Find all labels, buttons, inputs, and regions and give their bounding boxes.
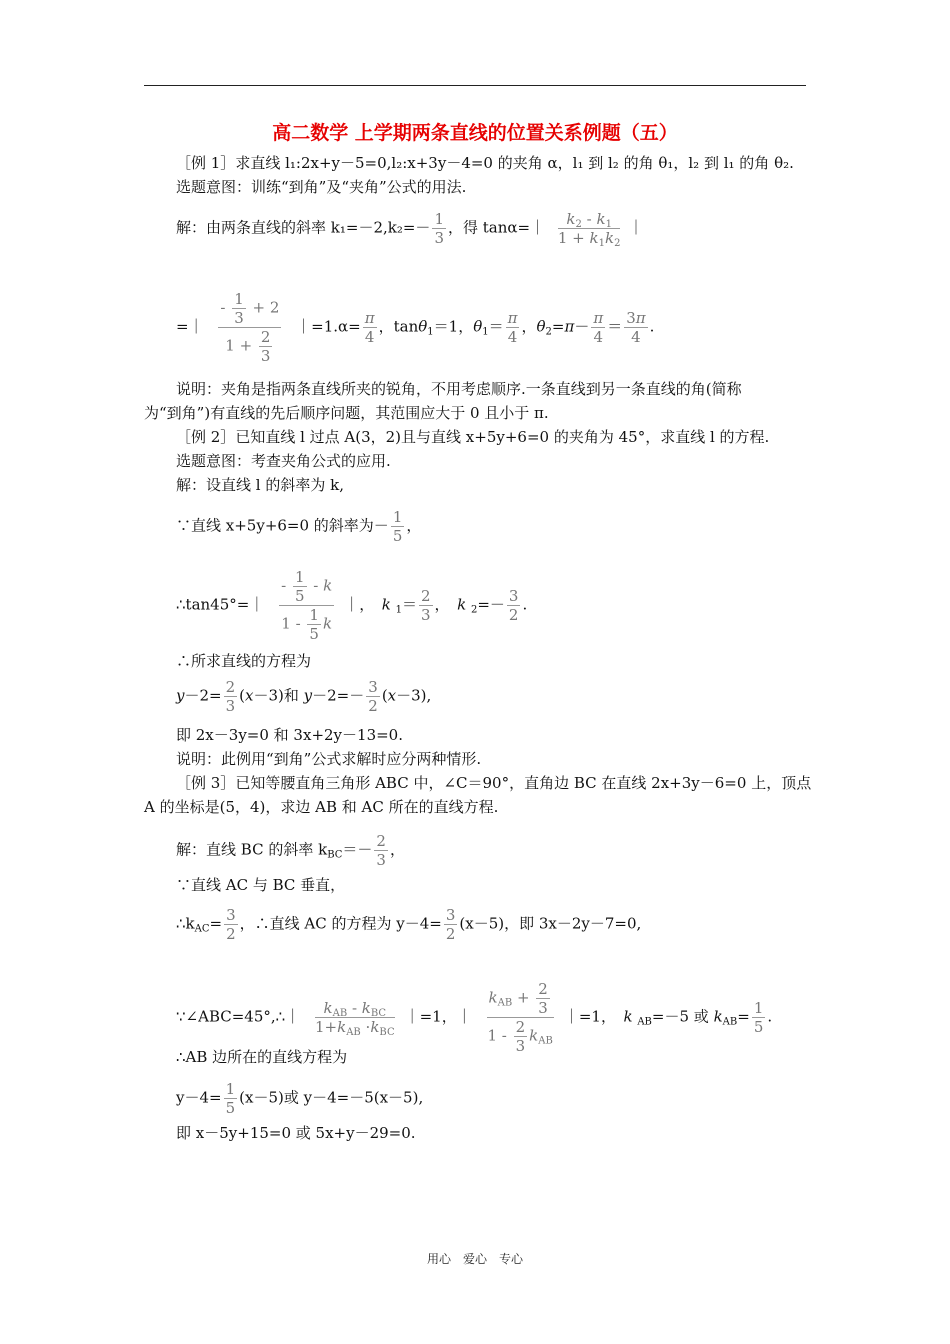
- ex2-solution-line1: 解：设直线 l 的斜率为 k,: [176, 476, 344, 494]
- ex2-solution-line3: ∴tan45°=｜ - $\frac{1}{5}$ - k 1 - $\frac{1}{5}$ k ｜， k $_1$＝ $\frac{2}{3}$ ， k $_2$=－ $\frac{3}{2}$ .: [176, 568, 528, 643]
- ex1-question: ［例 1］求直线 l₁:2x+y－5=0,l₂:x+3y－4=0 的夹角 α，l₁ 到 l₂ 的角 θ₁，l₂ 到 l₁ 的角 θ₂.: [176, 154, 794, 172]
- ex3-solution-line2: ∵直线 AC 与 BC 垂直，: [176, 876, 346, 894]
- ex1-intent: 选题意图：训练“到角”及“夹角”公式的用法.: [176, 178, 467, 196]
- ex3-question-line2: A 的坐标是(5，4)，求边 AB 和 AC 所在的直线方程.: [144, 798, 499, 816]
- ex3-solution-line3: $\therefore k_{AC}=$ $\frac{3}{2}$ ，∴直线 AC 的方程为 y－4= $\frac{3}{2}$ (x－5)，即 3x－2y－7=0,: [176, 906, 642, 943]
- ex3-solution-line4: ∵∠ABC=45°,∴｜ $\frac{k_{AB} - k_{BC}}{1+k_{AB} \cdot k_{BC}}$ ｜=1，｜ $k_{AB}$ + $\frac{2}{3}$ 1 - $\frac{2}{3}$ $k_{AB}$ ｜=1， k $_{AB}$=－5 或 $k_{AB}=$ $\frac{1}{5}$ .: [176, 980, 773, 1055]
- page-title: 高二数学 上学期两条直线的位置关系例题（五）: [272, 122, 678, 144]
- ex1-note-line1: 说明：夹角是指两条直线所夹的锐角，不用考虑顺序.一条直线到另一条直线的角(简称: [176, 380, 742, 398]
- ex3-question-line1: ［例 3］已知等腰直角三角形 ABC 中，∠C＝90°，直角边 BC 在直线 2x+3y－6=0 上，顶点: [176, 774, 812, 792]
- ex3-solution-line6: y－4= $\frac{1}{5}$ (x－5)或 y－4=－5(x－5),: [176, 1080, 424, 1117]
- ex1-solution-line2: =｜ - $\frac{1}{3}$ + 2 1 + $\frac{2}{3}$ ｜=1.α= $\frac{\pi}{4}$ ，tanθ$_1$＝1，$\theta_1=$ $\frac{\pi}{4}$ ，$\theta_2=\pi-$ $\frac{\pi}{4}$ ＝ $\frac{3\pi}{4}$ .: [176, 290, 655, 365]
- ex1-note-line2: 为“到角”)有直线的先后顺序问题，其范围应大于 0 且小于 π.: [144, 404, 549, 422]
- ex3-solution-line7: 即 x－5y+15=0 或 5x+y－29=0.: [176, 1124, 416, 1142]
- ex2-note: 说明：此例用“到角”公式求解时应分两种情形.: [176, 750, 482, 768]
- header-rule: [144, 85, 806, 86]
- ex2-intent: 选题意图：考查夹角公式的应用.: [176, 452, 391, 470]
- page-footer: 用心 爱心 专心: [426, 1252, 523, 1266]
- ex3-solution-line5: ∴AB 边所在的直线方程为: [176, 1048, 348, 1066]
- ex3-solution-line1: 解：直线 BC 的斜率 $k_{BC}=-$ $\frac{2}{3}$ ，: [176, 832, 405, 869]
- ex2-solution-line2: ∵直线 x+5y+6=0 的斜率为－ $\frac{1}{5}$ ，: [176, 508, 422, 545]
- ex2-question: ［例 2］已知直线 l 过点 A(3，2)且与直线 x+5y+6=0 的夹角为 45°，求直线 l 的方程.: [176, 428, 770, 446]
- ex2-solution-line6: 即 2x－3y=0 和 3x+2y－13=0.: [176, 726, 403, 744]
- ex2-solution-line4: ∴所求直线的方程为: [176, 652, 312, 670]
- ex1-solution-line1: 解：由两条直线的斜率 k₁=－2,k₂=－ $\frac{1}{3}$ ，得 tanα=｜ $\frac{k_2 - k_1}{1 + k_1k_2}$ ｜: [176, 210, 644, 249]
- ex2-solution-line5: y－2= $\frac{2}{3}$ (x－3)和 y－2=－ $\frac{3}{2}$ (x－3),: [176, 678, 432, 715]
